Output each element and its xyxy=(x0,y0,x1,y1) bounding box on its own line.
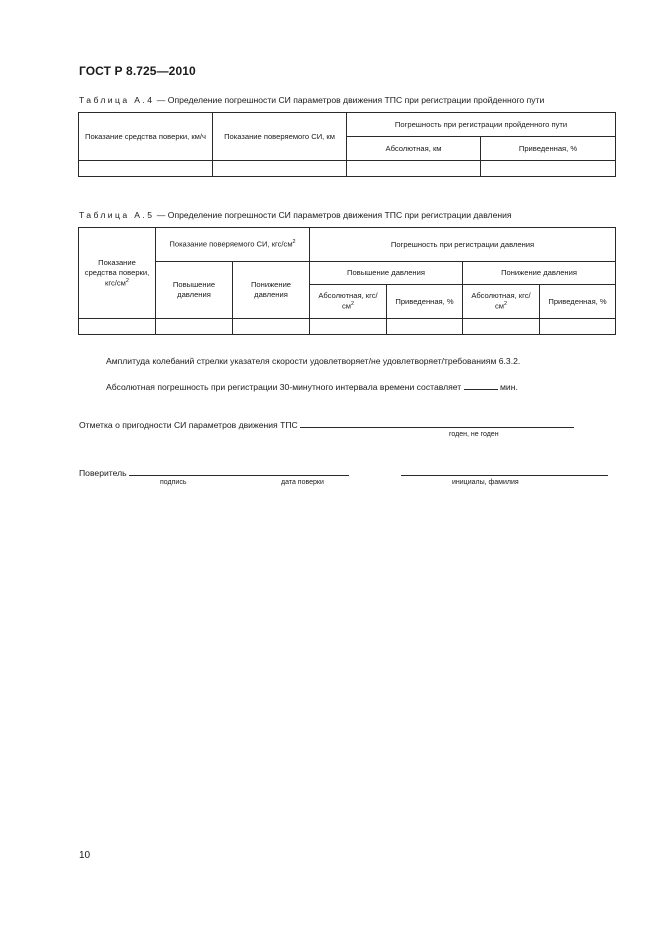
fitness-blank xyxy=(300,418,574,428)
table-a4-header-relative: Приведенная, % xyxy=(481,137,616,161)
hint-signature: подпись xyxy=(160,479,187,486)
table-a5-caption-text: — Определение погрешности СИ параметров движения ТПС при регистрации давления xyxy=(154,210,512,220)
abs-error-text: Абсолютная погрешность при регистрации 30-минутного интервала времени составляет xyxy=(106,382,462,392)
fitness-label: Отметка о пригодности СИ параметров движения ТПС xyxy=(79,420,298,430)
table-a5-cell xyxy=(233,319,310,335)
table-a4-header-si: Показание поверяемого СИ, км xyxy=(213,113,347,161)
table-a4-header-device: Показание средства поверки, км/ч xyxy=(79,113,213,161)
fitness-line xyxy=(79,418,574,430)
verifier-name-blank xyxy=(401,475,608,476)
table-a5-header-abs-decrease: Абсолютная, кгс/$см^2$ xyxy=(463,285,540,319)
table-a5-header-device: Показание средства поверки, кгс/$см^2$ xyxy=(79,228,156,319)
table-a4-header-error: Погрешность при регистрации пройденного пути xyxy=(347,113,616,137)
table-row xyxy=(79,161,616,177)
table-a4-cell xyxy=(79,161,213,177)
table-a5-cell xyxy=(156,319,233,335)
document-header: ГОСТ Р 8.725—2010 xyxy=(79,64,196,78)
page-number: 10 xyxy=(79,850,91,861)
table-a4-caption-prefix: Таблица А.4 xyxy=(79,95,155,105)
table-a4-cell xyxy=(481,161,616,177)
abs-error-blank xyxy=(464,380,498,390)
table-a5-header-error: Погрешность при регистрации давления xyxy=(310,228,616,262)
table-a4-caption-text: — Определение погрешности СИ параметров движения ТПС при регистрации пройденного пути xyxy=(154,95,545,105)
table-a5-header-error-increase: Повышение давления xyxy=(310,262,463,285)
table-a5-cell xyxy=(79,319,156,335)
hint-initials: инициалы, фамилия xyxy=(452,479,519,486)
table-a5-header-si-decrease: Понижение давления xyxy=(233,262,310,319)
verifier-line xyxy=(79,466,349,478)
table-a5-cell xyxy=(310,319,387,335)
table-a5-caption xyxy=(79,210,512,220)
fitness-hint: годен, не годен xyxy=(449,431,499,438)
abs-error-statement xyxy=(106,380,518,392)
table-a5-cell xyxy=(540,319,616,335)
table-a5-cell xyxy=(387,319,463,335)
amplitude-statement: Амплитуда колебаний стрелки указателя скорости удовлетворяет/не удовлетворяет/требованиям 6.3.2. xyxy=(106,356,521,366)
abs-error-unit: мин. xyxy=(499,382,518,392)
table-a4 xyxy=(78,112,616,177)
table-a5-header-si: Показание поверяемого СИ, кгс/$см^2$ xyxy=(156,228,310,262)
table-a4-caption xyxy=(79,95,544,105)
table-a5-cell xyxy=(463,319,540,335)
table-a5-header-error-decrease: Понижение давления xyxy=(463,262,616,285)
table-row xyxy=(79,319,616,335)
table-a4-cell xyxy=(347,161,481,177)
table-a4-cell xyxy=(213,161,347,177)
hint-date: дата поверки xyxy=(281,479,324,486)
table-a5-header-rel-decrease: Приведенная, % xyxy=(540,285,616,319)
table-a4-header-absolute: Абсолютная, км xyxy=(347,137,481,161)
table-a5-header-si-increase: Повышение давления xyxy=(156,262,233,319)
table-a5-header-rel-increase: Приведенная, % xyxy=(387,285,463,319)
table-a5-caption-prefix: Таблица А.5 xyxy=(79,210,155,220)
table-a5 xyxy=(78,227,616,335)
verifier-signature-blank xyxy=(129,466,349,476)
verifier-label: Поверитель xyxy=(79,468,127,478)
table-a5-header-abs-increase: Абсолютная, кгс/$см^2$ xyxy=(310,285,387,319)
